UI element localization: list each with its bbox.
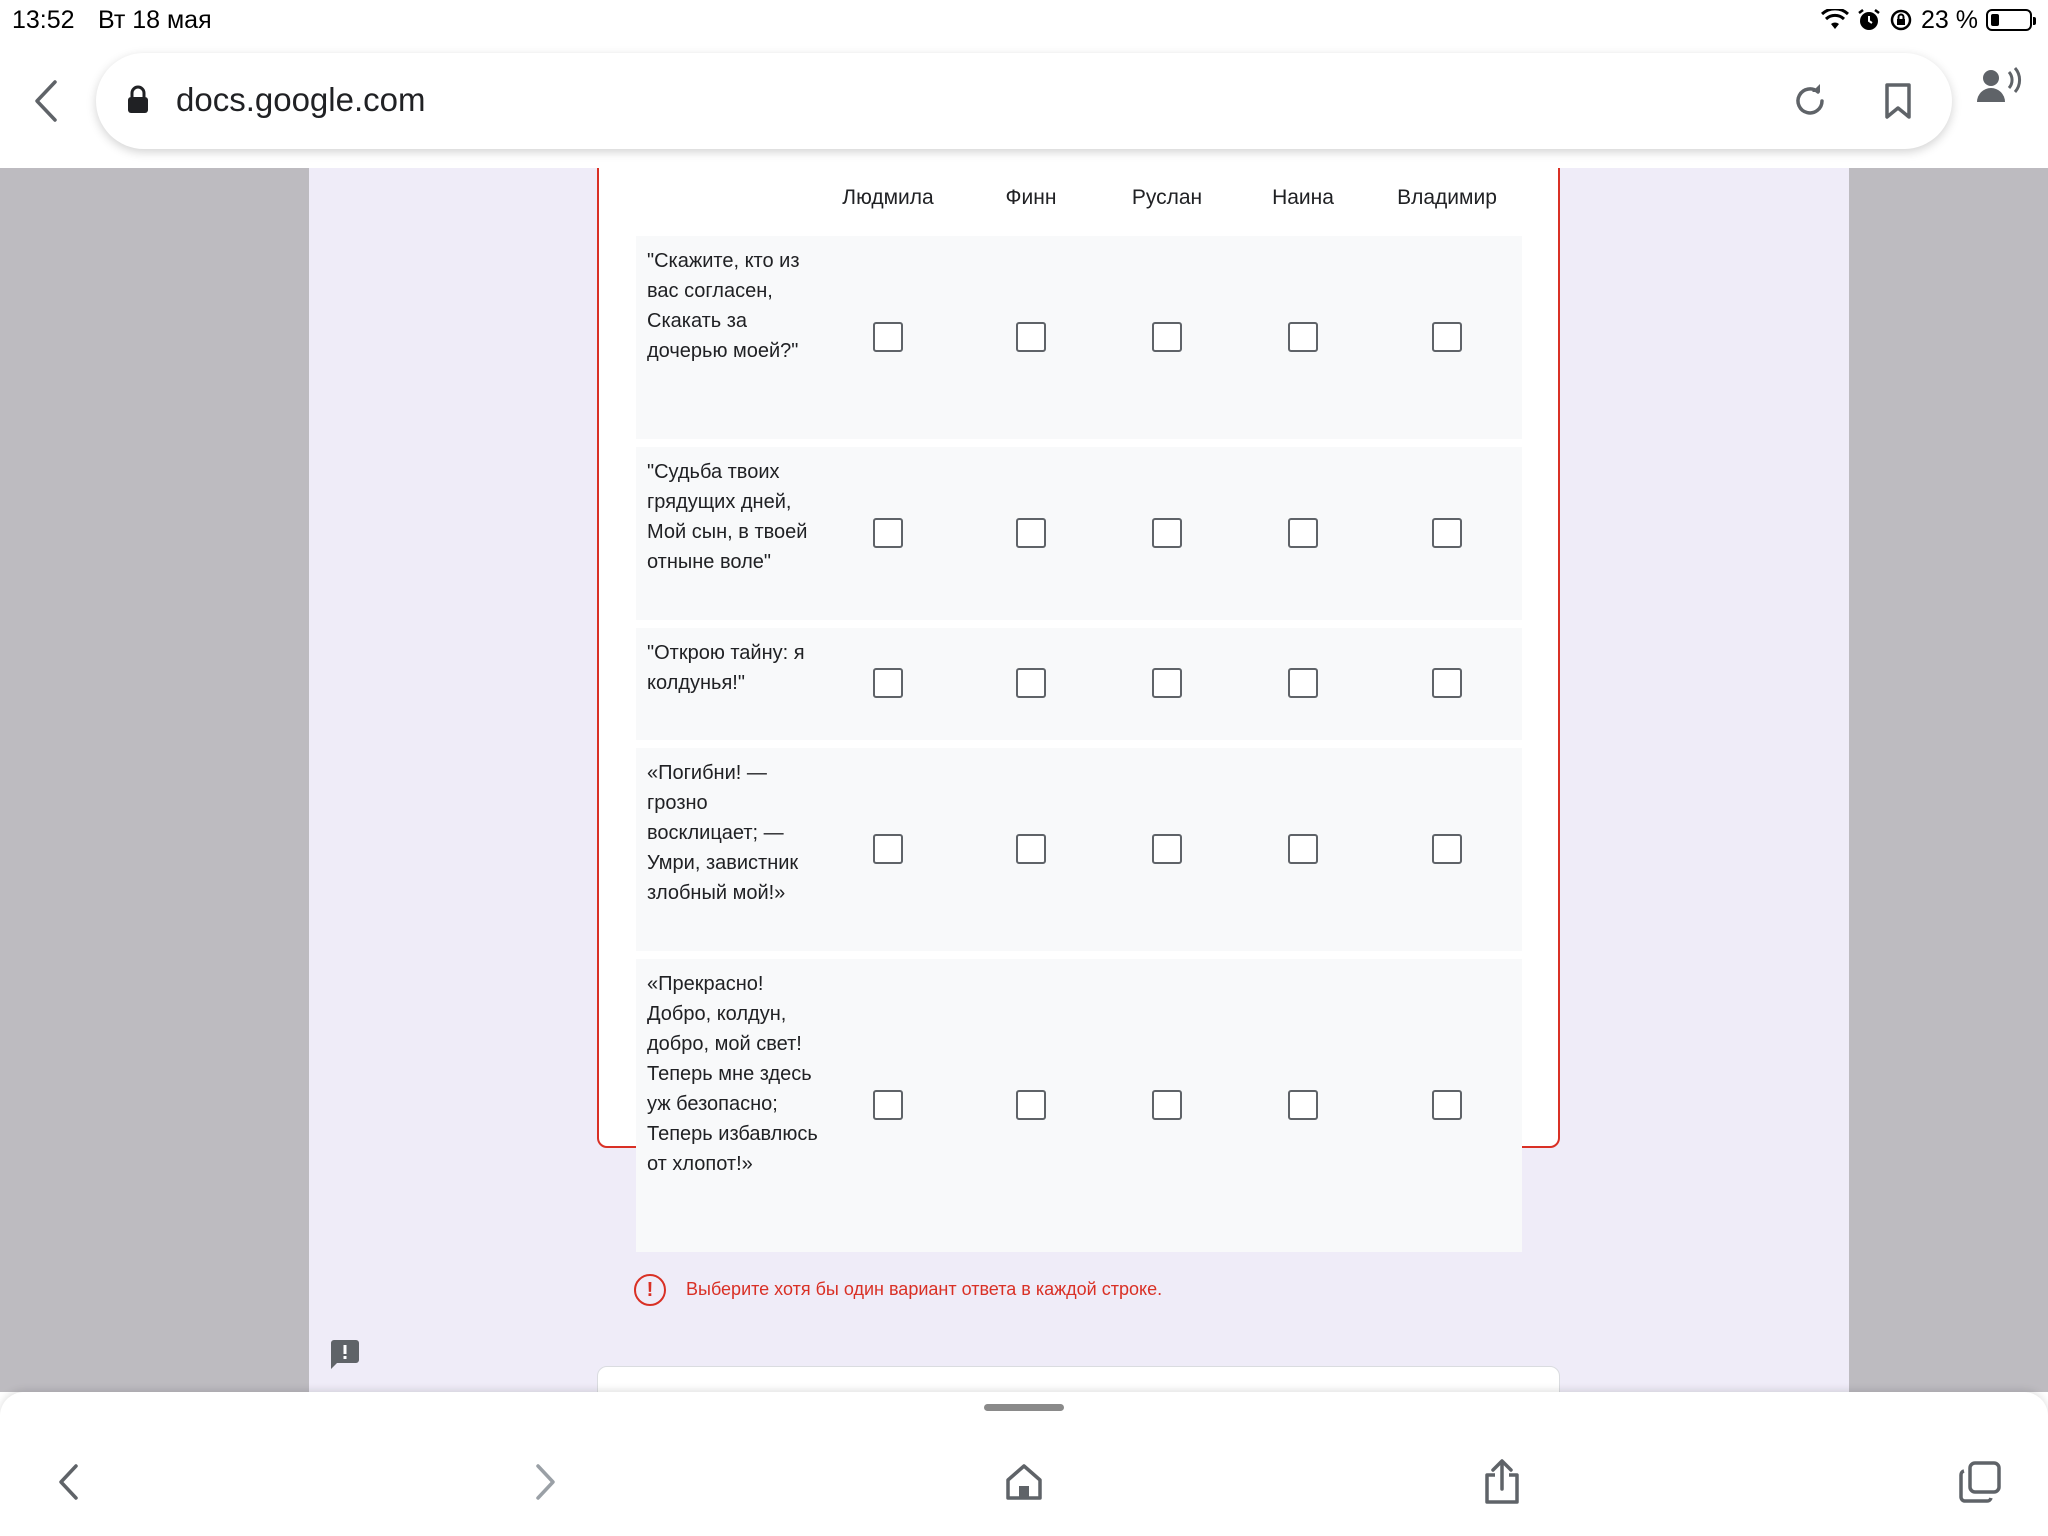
grid-checkbox[interactable] (1288, 834, 1318, 864)
feedback-icon[interactable] (329, 1340, 361, 1370)
grid-checkbox[interactable] (1016, 668, 1046, 698)
share-icon[interactable] (1472, 1452, 1532, 1512)
bottom-toolbar (0, 1392, 2048, 1536)
grid-checkbox[interactable] (1432, 834, 1462, 864)
next-question-card (597, 1366, 1560, 1392)
column-header: Руслан (1131, 186, 1203, 209)
battery-tip (2033, 17, 2036, 25)
status-indicators (1821, 4, 2032, 36)
grid-question-card (597, 168, 1560, 1175)
column-header: Наина (1272, 186, 1334, 209)
grid-checkbox[interactable] (1152, 1090, 1182, 1120)
row-label: «Прекрасно! Добро, колдун, добро, мой свет! Теперь мне здесь уж безопасно; Теперь избавлюсь от хлопот!» (647, 973, 818, 1175)
status-time: 13:52 (12, 6, 75, 34)
reload-icon[interactable] (1786, 77, 1834, 125)
tabs-icon[interactable] (1950, 1452, 2010, 1512)
error-text: Выберите хотя бы один вариант ответа в каждой строке. (686, 1279, 1163, 1299)
grid-checkbox[interactable] (873, 668, 903, 698)
grid-checkbox[interactable] (873, 518, 903, 548)
column-header: Людмила (842, 186, 934, 209)
column-header: Владимир (1397, 186, 1497, 209)
battery-icon (1986, 9, 2032, 31)
grid-checkbox[interactable] (873, 322, 903, 352)
wifi-icon (1821, 9, 1849, 31)
status-date: Вт 18 мая (98, 6, 212, 34)
grid-checkbox[interactable] (1432, 322, 1462, 352)
grid-checkbox[interactable] (1152, 518, 1182, 548)
grid-checkbox[interactable] (1288, 1090, 1318, 1120)
grid-row (636, 447, 1522, 620)
grid-checkbox[interactable] (1016, 1090, 1046, 1120)
row-label: "Судьба твоих грядущих дней, Мой сын, в твоей отныне воле" (647, 461, 808, 573)
url-text: docs.google.com (176, 81, 426, 118)
grid-checkbox[interactable] (1288, 518, 1318, 548)
bookmark-icon[interactable] (1874, 77, 1922, 125)
grid-checkbox[interactable] (1288, 322, 1318, 352)
row-label: "Открою тайну: я колдунья!" (647, 642, 805, 694)
battery-text: 23 % (1921, 5, 1978, 34)
home-icon[interactable] (994, 1452, 1054, 1512)
grid-checkbox[interactable] (1152, 322, 1182, 352)
grid-checkbox[interactable] (873, 834, 903, 864)
grid-row (636, 959, 1522, 1252)
column-header: Финн (1005, 186, 1057, 209)
row-label: "Скажите, кто из вас согласен, Скакать за дочерью моей?" (647, 250, 800, 362)
grid-checkbox[interactable] (1432, 668, 1462, 698)
error-icon: ! (634, 1274, 666, 1306)
web-content (0, 168, 2048, 1392)
address-bar[interactable] (96, 53, 1952, 149)
orientation-lock-icon (1889, 8, 1913, 32)
grid-checkbox[interactable] (1016, 322, 1046, 352)
status-bar (0, 0, 2048, 40)
row-label: «Погибни! — грозно восклицает; — Умри, завистник злобный мой!» (647, 762, 799, 904)
grid-checkbox[interactable] (1152, 668, 1182, 698)
grid-checkbox[interactable] (1288, 668, 1318, 698)
grid-checkbox[interactable] (1016, 834, 1046, 864)
grid-checkbox[interactable] (1016, 518, 1046, 548)
back-arrow-icon[interactable] (38, 1452, 98, 1512)
alarm-icon (1857, 8, 1881, 32)
browser-bar (0, 40, 2048, 168)
grid-row (636, 236, 1522, 439)
grid-checkbox[interactable] (873, 1090, 903, 1120)
toolbar-handle[interactable] (984, 1404, 1064, 1411)
lock-icon (126, 85, 150, 120)
grid-checkbox[interactable] (1432, 1090, 1462, 1120)
grid-row (636, 628, 1522, 740)
back-icon[interactable] (26, 74, 66, 128)
grid-checkbox[interactable] (1152, 834, 1182, 864)
battery-fill (1991, 14, 1999, 26)
grid-checkbox[interactable] (1432, 518, 1462, 548)
forward-arrow-icon[interactable] (516, 1452, 576, 1512)
speaker-icon[interactable] (1972, 62, 2026, 110)
grid-row (636, 748, 1522, 951)
